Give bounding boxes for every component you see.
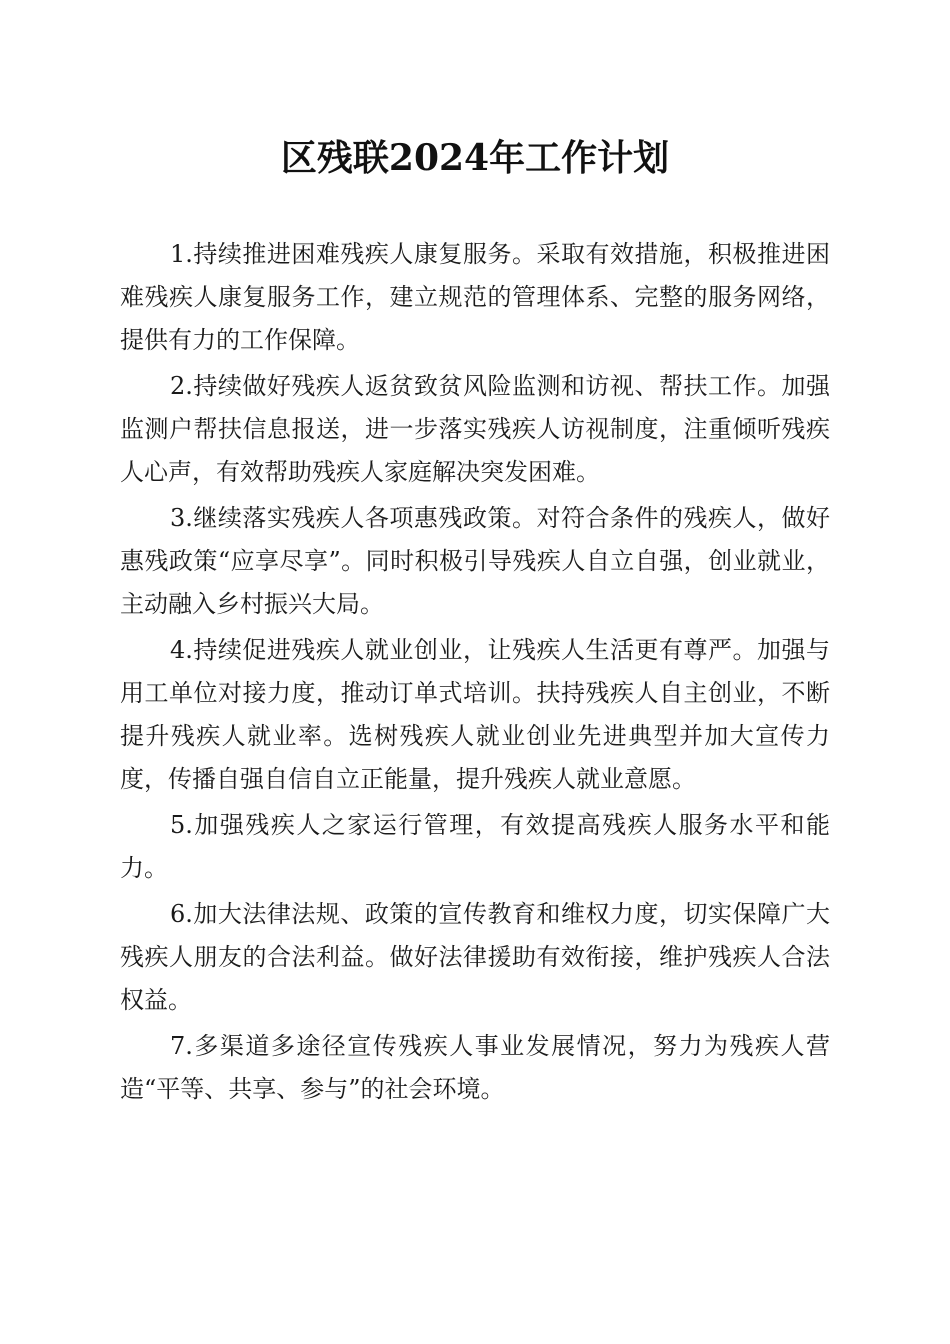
paragraph-5: 5.加强残疾人之家运行管理，有效提高残疾人服务水平和能力。: [120, 811, 830, 882]
paragraph-3: 3.继续落实残疾人各项惠残政策。对符合条件的残疾人，做好惠残政策“应享尽享”。同时积极引导残疾人自立自强，创业就业，主动融入乡村振兴大局。: [120, 504, 830, 618]
paragraph-6: 6.加大法律法规、政策的宣传教育和维权力度，切实保障广大残疾人朋友的合法利益。做好法律援助有效衔接，维护残疾人合法权益。: [120, 900, 830, 1014]
paragraph-2: 2.持续做好残疾人返贫致贫风险监测和访视、帮扶工作。加强监测户帮扶信息报送，进一步落实残疾人访视制度，注重倾听残疾人心声，有效帮助残疾人家庭解决突发困难。: [120, 372, 830, 486]
document-title: 区残联2024年工作计划: [280, 137, 670, 179]
paragraph-1: 1.持续推进困难残疾人康复服务。采取有效措施，积极推进困难残疾人康复服务工作，建立规范的管理体系、完整的服务网络，提供有力的工作保障。: [120, 240, 830, 354]
paragraph-7: 7.多渠道多途径宣传残疾人事业发展情况，努力为残疾人营造“平等、共享、参与”的社会环境。: [120, 1032, 830, 1103]
document-body: [120, 233, 830, 1114]
paragraph-4: 4.持续促进残疾人就业创业，让残疾人生活更有尊严。加强与用工单位对接力度，推动订单式培训。扶持残疾人自主创业，不断提升残疾人就业率。选树残疾人就业创业先进典型并加大宣传力度，传播自强自信自立正能量，提升残疾人就业意愿。: [120, 636, 830, 793]
